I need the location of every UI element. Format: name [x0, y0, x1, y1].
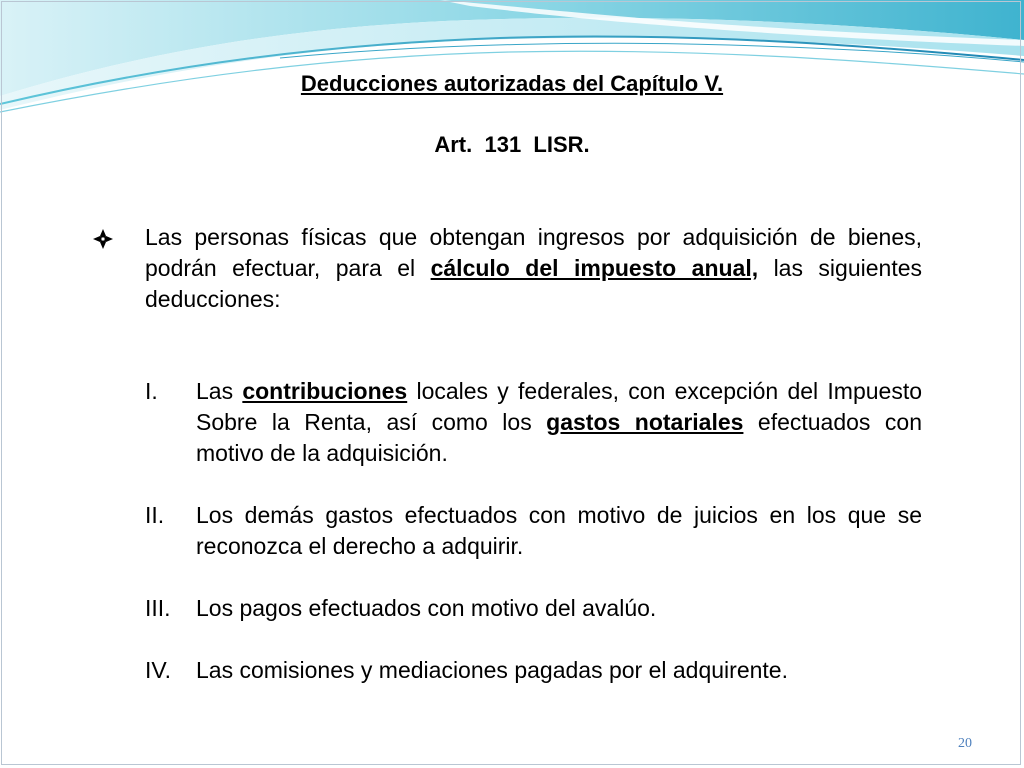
list-item-text: Los pagos efectuados con motivo del avalúo.: [196, 595, 657, 621]
article-reference: Art. 131 LISR.: [434, 132, 590, 157]
main-bullet-text: [145, 222, 922, 315]
list-item-text: [196, 376, 922, 469]
page-number: 20: [958, 736, 972, 751]
slide-title: [0, 70, 1024, 98]
deductions-list: [145, 376, 922, 686]
list-item-number: III.: [145, 595, 171, 621]
list-item-text-part: locales y federales, con excepción del Impuesto Sobre la Renta, así como los: [196, 378, 922, 435]
list-item: [145, 376, 922, 469]
list-item-text-part: efectuados con motivo de la adquisición.: [196, 409, 922, 466]
list-item-number: I.: [145, 378, 158, 404]
list-item-text: Los demás gastos efectuados con motivo de juicios en los que se reconozca el derecho a adquirir.: [196, 502, 922, 559]
list-item: [145, 655, 922, 686]
list-item-emphasis: gastos notariales: [546, 409, 744, 435]
diamond-bullet-icon: [92, 228, 114, 250]
list-item-text: Las comisiones y mediaciones pagadas por el adquirente.: [196, 657, 788, 683]
bullet-text-emphasis: cálculo del impuesto anual,: [430, 255, 759, 281]
list-item-emphasis: contribuciones: [242, 378, 408, 404]
bullet-text-after: las siguientes deducciones:: [145, 255, 922, 312]
list-item: [145, 593, 922, 624]
list-item-number: II.: [145, 502, 165, 528]
list-item: [145, 500, 922, 562]
list-item-text-part: Las: [196, 378, 243, 404]
bullet-text-before: Las personas físicas que obtengan ingresos por adquisición de bienes, podrán efectuar, para el: [145, 224, 922, 281]
header-wave-decoration: [0, 0, 1024, 130]
list-item-number: IV.: [145, 657, 172, 683]
main-bullet: [92, 222, 922, 315]
slide-title-text: Deducciones autorizadas del Capítulo V.: [300, 71, 724, 96]
